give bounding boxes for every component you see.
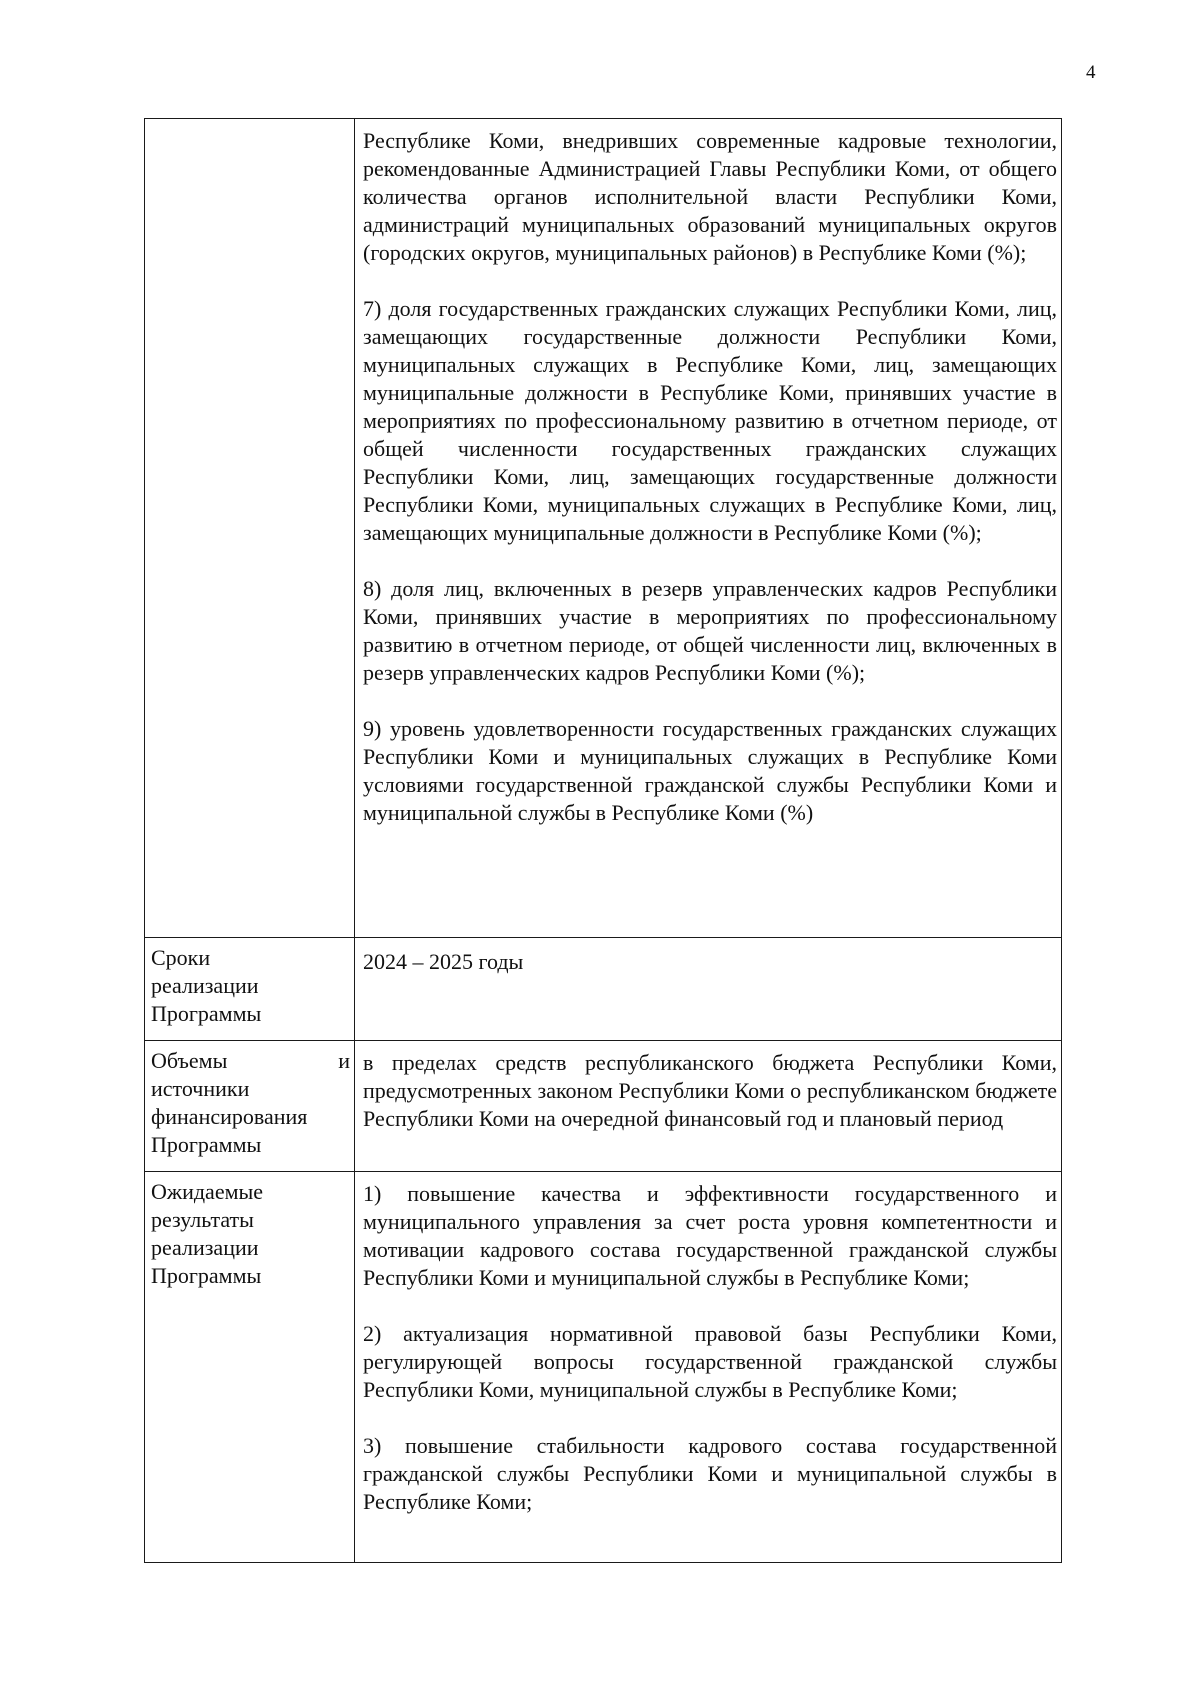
label-line: финансирования <box>151 1104 308 1129</box>
row-label-empty <box>145 119 355 938</box>
program-passport-table <box>144 118 1062 1563</box>
label-line: Программы <box>151 1001 262 1026</box>
row-content-indicators <box>355 119 1062 938</box>
label-line: источники <box>151 1076 250 1101</box>
row-label-results <box>145 1172 355 1563</box>
indicator-paragraph: 8) доля лиц, включенных в резерв управленческих кадров Республики Коми, принявших участие в мероприятиях по профессиональному развитию в отчетном периоде, от общей численности лиц, включенных в резерв управленческих кадров Республики Коми (%); <box>363 576 1057 685</box>
label-line: Программы <box>151 1132 262 1157</box>
row-content-finance <box>355 1041 1062 1172</box>
label-word: Объемы <box>151 1048 228 1073</box>
label-line: реализации <box>151 1235 259 1260</box>
terms-text: 2024 – 2025 годы <box>363 949 524 974</box>
result-paragraph: 1) повышение качества и эффективности государственного и муниципального управления за счет роста уровня компетентности и мотивации кадрового состава государственной гражданской службы Республики Коми и муниципальной службы в Республике Коми; <box>363 1181 1057 1290</box>
indicator-paragraph: 9) уровень удовлетворенности государственных гражданских служащих Республики Коми и муниципальных служащих в Республике Коми условиями государственной гражданской службы Республики Коми и муниципальной службы в Республике Коми (%) <box>363 716 1057 825</box>
page-number: 4 <box>1086 62 1096 83</box>
result-paragraph: 2) актуализация нормативной правовой базы Республики Коми, регулирующей вопросы государственной гражданской службы Республики Коми, муниципальной службы в Республике Коми; <box>363 1321 1057 1402</box>
indicator-paragraph: Республике Коми, внедривших современные кадровые технологии, рекомендованные Администрацией Главы Республики Коми, от общего количества органов исполнительной власти Республики Коми, администраций муниципальных образований муниципальных округов (городских округов, муниципальных районов) в Республике Коми (%); <box>363 128 1057 265</box>
label-line <box>151 1047 350 1075</box>
result-paragraph: 3) повышение стабильности кадрового состава государственной гражданской службы Республики Коми и муниципальной службы в Республике Коми; <box>363 1433 1057 1514</box>
label-line: Программы <box>151 1263 262 1288</box>
label-line: результаты <box>151 1207 254 1232</box>
label-line: Ожидаемые <box>151 1179 264 1204</box>
row-content-terms <box>355 938 1062 1041</box>
table-row <box>145 1172 1062 1563</box>
row-content-results <box>355 1172 1062 1563</box>
indicator-paragraph: 7) доля государственных гражданских служащих Республики Коми, лиц, замещающих государственные должности Республики Коми, муниципальных служащих в Республике Коми, лиц, замещающих муниципальные должности в Республике Коми, принявших участие в мероприятиях по профессиональному развитию в отчетном периоде, от общей численности государственных гражданских служащих Республики Коми, лиц, замещающих государственные должности Республики Коми, муниципальных служащих в Республике Коми, лиц, замещающих муниципальные должности в Республике Коми (%); <box>363 296 1057 545</box>
label-line: реализации <box>151 973 259 998</box>
label-word: и <box>338 1048 350 1073</box>
finance-text: в пределах средств республиканского бюджета Республики Коми, предусмотренных законом Республики Коми о республиканском бюджете Республики Коми на очередной финансовый год и плановый период <box>363 1050 1057 1131</box>
label-line: Сроки <box>151 945 211 970</box>
table-row <box>145 119 1062 938</box>
row-label-terms <box>145 938 355 1041</box>
table-row <box>145 1041 1062 1172</box>
row-label-finance <box>145 1041 355 1172</box>
table-row <box>145 938 1062 1041</box>
